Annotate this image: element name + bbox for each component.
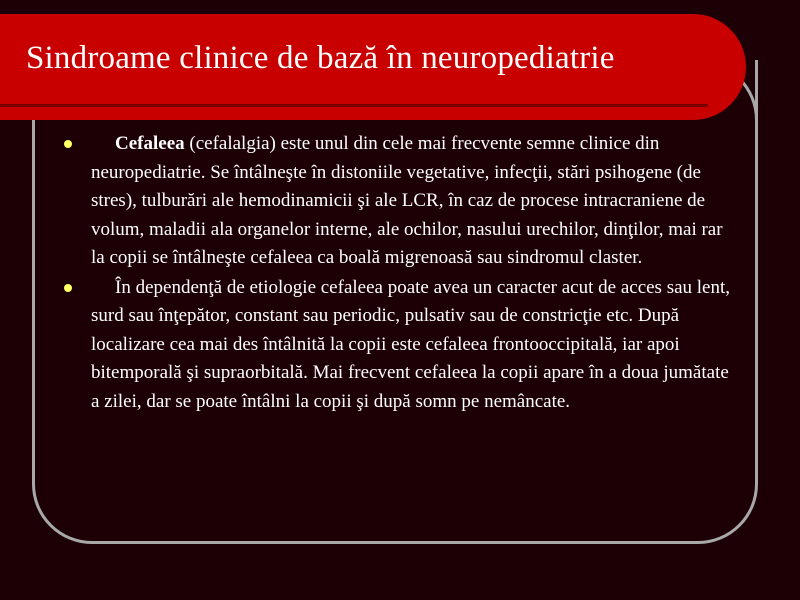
bullet-item <box>60 130 740 273</box>
bullet-text: (cefalalgia) este unul din cele mai frecvente semne clinice din neuropediatrie. Se întâlneşte în distoniile vegetative, infecţii, stări psihogene (de stres), tulburări ale hemodinamicii şi ale LCR, în caz de procese intracraniene de volum, maladii ala organelor interne, ale ochilor, nasului urechilor, dinţilor, mai rar la copii se întâlneşte cefaleea ca boală migrenoasă sau sindromul claster. <box>91 133 723 268</box>
slide-body <box>60 130 740 417</box>
bold-term: Cefaleea <box>115 133 185 154</box>
slide-title: Sindroame clinice de bază în neuropediatrie <box>26 40 615 76</box>
bullet-dot-icon <box>64 284 72 292</box>
title-underline <box>0 104 708 107</box>
bullet-text: În dependenţă de etiologie cefaleea poate avea un caracter acut de acces sau lent, surd sau înţepător, constant sau periodic, pulsativ sau de constricţie etc. După localizare cea mai des întâlnită la copii este cefaleea frontooccipitală, iar apoi bitemporală şi supraorbitală. Mai frecvent cefaleea la copii apare în a doua jumătate a zilei, dar se poate întâlni la copii şi după somn pe nemâncate. <box>91 276 731 412</box>
bullet-item <box>60 274 740 417</box>
bullet-dot-icon <box>64 140 72 148</box>
